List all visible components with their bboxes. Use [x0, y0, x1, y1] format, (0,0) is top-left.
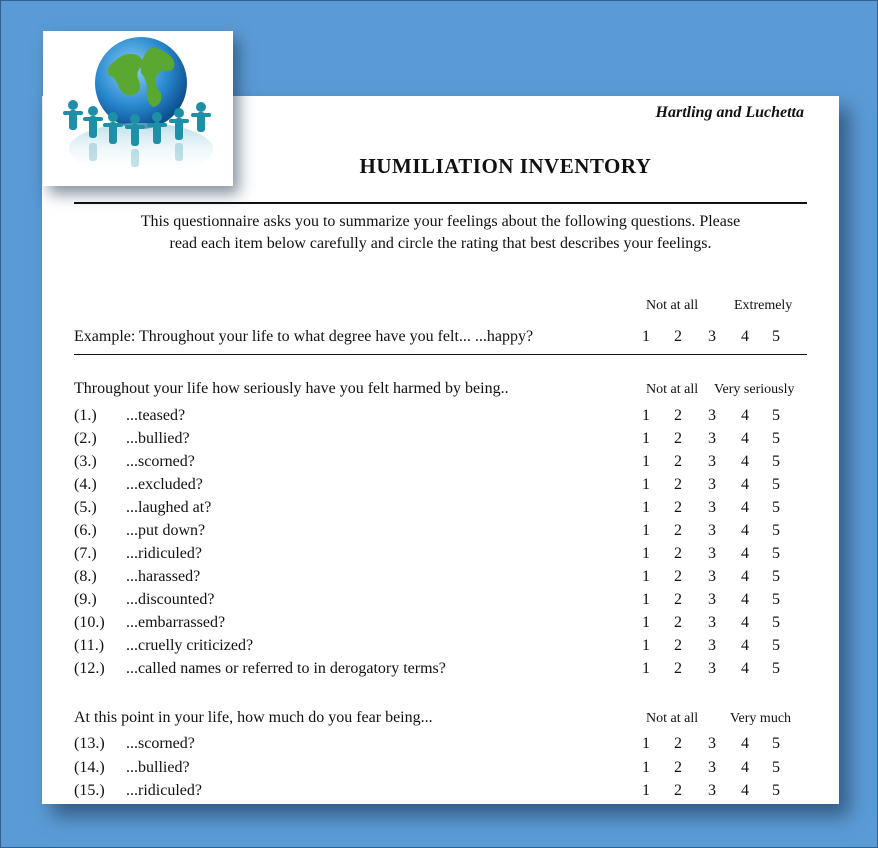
page-title: HUMILIATION INVENTORY	[359, 154, 652, 178]
section2-prompt: At this point in your life, how much do you fear being...	[74, 709, 433, 726]
rating-option-5[interactable]: 5	[772, 407, 780, 424]
item-row	[74, 591, 807, 614]
item-text: ...put down?	[126, 522, 206, 539]
rating-option-4[interactable]: 4	[741, 591, 749, 608]
item-ratings	[637, 637, 807, 660]
item-number: (6.)	[74, 522, 97, 539]
item-number: (12.)	[74, 660, 105, 677]
rating-option-5[interactable]: 5	[772, 758, 780, 776]
item-number: (4.)	[74, 476, 97, 493]
globe-with-people-icon	[43, 31, 233, 186]
rating-option-2[interactable]: 2	[674, 735, 682, 752]
rating-option-3[interactable]: 3	[708, 758, 716, 776]
rating-option-1[interactable]: 1	[642, 758, 650, 776]
rating-option-5[interactable]: 5	[772, 568, 780, 585]
rating-option-4[interactable]: 4	[741, 499, 749, 516]
item-row	[74, 660, 807, 683]
rating-option-3[interactable]: 3	[708, 660, 716, 677]
example-ratings	[637, 328, 807, 351]
example-text: Example: Throughout your life to what degree have you felt... ...happy?	[74, 328, 534, 345]
item-ratings	[637, 522, 807, 545]
item-row	[74, 407, 807, 430]
item-ratings	[637, 430, 807, 453]
item-row	[74, 453, 807, 476]
rating-option-4[interactable]: 4	[741, 758, 749, 776]
questionnaire-page	[42, 96, 839, 804]
item-ratings	[637, 476, 807, 499]
rating-option-5[interactable]: 5	[772, 476, 780, 493]
item-text: ...ridiculed?	[126, 782, 202, 799]
example-scale-high: Extremely	[734, 298, 793, 313]
section1-prompt: Throughout your life how seriously have you felt harmed by being..	[74, 380, 509, 397]
item-text: ...ridiculed?	[126, 545, 202, 562]
item-text: ...cruelly criticized?	[126, 637, 254, 654]
item-number: (9.)	[74, 591, 97, 608]
rating-option-4[interactable]: 4	[741, 453, 749, 470]
section2-scale-low: Not at all	[646, 711, 699, 726]
rating-option-1[interactable]: 1	[642, 499, 650, 516]
rating-option-3[interactable]: 3	[708, 637, 716, 654]
item-ratings	[637, 591, 807, 614]
item-row	[74, 545, 807, 568]
rating-option-4[interactable]: 4	[741, 660, 749, 677]
example-divider	[74, 354, 807, 355]
item-number: (10.)	[74, 614, 105, 631]
example-rating-2[interactable]: 2	[674, 328, 682, 345]
authors: Hartling and Luchetta	[655, 104, 804, 121]
rating-option-2[interactable]: 2	[674, 499, 682, 516]
item-row	[74, 782, 807, 805]
item-ratings	[637, 453, 807, 476]
item-text: ...teased?	[126, 407, 186, 424]
item-row	[74, 637, 807, 660]
rating-option-4[interactable]: 4	[741, 407, 749, 424]
rating-option-2[interactable]: 2	[674, 614, 682, 631]
item-ratings	[637, 759, 807, 782]
item-number: (8.)	[74, 568, 97, 585]
rating-option-1[interactable]: 1	[642, 735, 650, 752]
rating-option-1[interactable]: 1	[642, 782, 650, 799]
intro-line-1: This questionnaire asks you to summarize your feelings about the following questions. Please	[140, 213, 741, 230]
example-rating-1[interactable]: 1	[642, 328, 650, 345]
item-row	[74, 568, 807, 591]
rating-option-5[interactable]: 5	[772, 614, 780, 631]
item-ratings	[637, 782, 807, 805]
item-number: (14.)	[74, 758, 105, 776]
rating-option-2[interactable]: 2	[674, 758, 682, 776]
rating-option-1[interactable]: 1	[642, 637, 650, 654]
rating-option-4[interactable]: 4	[741, 545, 749, 562]
item-ratings	[637, 660, 807, 683]
item-text: ...scorned?	[126, 735, 195, 752]
item-row	[74, 735, 807, 758]
rating-option-5[interactable]: 5	[772, 545, 780, 562]
rating-option-2[interactable]: 2	[674, 407, 682, 424]
rating-option-5[interactable]: 5	[772, 735, 780, 752]
rating-option-4[interactable]: 4	[741, 735, 749, 752]
rating-option-2[interactable]: 2	[674, 522, 682, 539]
item-text: ...embarrassed?	[126, 614, 226, 631]
item-text: ...discounted?	[126, 591, 215, 608]
item-ratings	[637, 614, 807, 637]
rating-option-5[interactable]: 5	[772, 637, 780, 654]
rating-option-2[interactable]: 2	[674, 430, 682, 447]
rating-option-3[interactable]: 3	[708, 545, 716, 562]
rating-option-3[interactable]: 3	[708, 499, 716, 516]
item-ratings	[637, 545, 807, 568]
section1-scale-high: Very seriously	[714, 382, 795, 397]
item-row	[74, 499, 807, 522]
item-row	[74, 430, 807, 453]
rating-option-1[interactable]: 1	[642, 660, 650, 677]
rating-option-2[interactable]: 2	[674, 660, 682, 677]
rating-option-3[interactable]: 3	[708, 453, 716, 470]
rating-option-5[interactable]: 5	[772, 591, 780, 608]
example-row	[74, 328, 807, 351]
rating-option-1[interactable]: 1	[642, 614, 650, 631]
rating-option-1[interactable]: 1	[642, 430, 650, 447]
rating-option-3[interactable]: 3	[708, 782, 716, 799]
rating-option-1[interactable]: 1	[642, 522, 650, 539]
rating-option-2[interactable]: 2	[674, 637, 682, 654]
rating-option-4[interactable]: 4	[741, 614, 749, 631]
item-row	[74, 614, 807, 637]
item-number: (7.)	[74, 545, 97, 562]
rating-option-4[interactable]: 4	[741, 637, 749, 654]
item-number: (2.)	[74, 430, 97, 447]
item-text: ...bullied?	[126, 758, 190, 776]
rating-option-2[interactable]: 2	[674, 476, 682, 493]
item-row	[74, 759, 807, 782]
rating-option-4[interactable]: 4	[741, 522, 749, 539]
rating-option-4[interactable]: 4	[741, 430, 749, 447]
rating-option-5[interactable]: 5	[772, 782, 780, 799]
rating-option-2[interactable]: 2	[674, 545, 682, 562]
rating-option-1[interactable]: 1	[642, 453, 650, 470]
item-ratings	[637, 499, 807, 522]
item-ratings	[637, 568, 807, 591]
rating-option-1[interactable]: 1	[642, 545, 650, 562]
rating-option-1[interactable]: 1	[642, 568, 650, 585]
item-number: (13.)	[74, 735, 105, 752]
item-text: ...harassed?	[126, 568, 201, 585]
rating-option-2[interactable]: 2	[674, 568, 682, 585]
item-text: ...laughed at?	[126, 499, 212, 516]
section2-scale-high: Very much	[730, 711, 792, 726]
rating-option-3[interactable]: 3	[708, 407, 716, 424]
item-text: ...excluded?	[126, 476, 203, 493]
rating-option-5[interactable]: 5	[772, 499, 780, 516]
item-number: (11.)	[74, 637, 105, 654]
item-ratings	[637, 407, 807, 430]
rating-option-3[interactable]: 3	[708, 522, 716, 539]
rating-option-3[interactable]: 3	[708, 430, 716, 447]
item-text: ...bullied?	[126, 430, 190, 447]
rating-option-3[interactable]: 3	[708, 735, 716, 752]
rating-option-3[interactable]: 3	[708, 614, 716, 631]
item-ratings	[637, 735, 807, 758]
rating-option-4[interactable]: 4	[741, 476, 749, 493]
rating-option-5[interactable]: 5	[772, 453, 780, 470]
rating-option-5[interactable]: 5	[772, 660, 780, 677]
item-text: ...called names or referred to in derogatory terms?	[126, 660, 446, 677]
rating-option-4[interactable]: 4	[741, 782, 749, 799]
rating-option-5[interactable]: 5	[772, 430, 780, 447]
item-number: (1.)	[74, 407, 97, 424]
rating-option-1[interactable]: 1	[642, 476, 650, 493]
item-row	[74, 522, 807, 545]
rating-option-2[interactable]: 2	[674, 591, 682, 608]
rating-option-4[interactable]: 4	[741, 568, 749, 585]
rating-option-3[interactable]: 3	[708, 476, 716, 493]
example-rating-3[interactable]: 3	[708, 328, 716, 345]
rating-option-2[interactable]: 2	[674, 782, 682, 799]
section1-scale-low: Not at all	[646, 382, 699, 397]
rating-option-1[interactable]: 1	[642, 591, 650, 608]
intro-text	[82, 211, 799, 255]
item-row	[74, 476, 807, 499]
rating-option-5[interactable]: 5	[772, 522, 780, 539]
item-text: ...scorned?	[126, 453, 195, 470]
example-rating-5[interactable]: 5	[772, 328, 780, 345]
example-rating-4[interactable]: 4	[741, 328, 749, 345]
rating-option-3[interactable]: 3	[708, 591, 716, 608]
rating-option-3[interactable]: 3	[708, 568, 716, 585]
rating-option-2[interactable]: 2	[674, 453, 682, 470]
title-divider	[74, 202, 807, 204]
item-number: (15.)	[74, 782, 105, 799]
item-number: (5.)	[74, 499, 97, 516]
rating-option-1[interactable]: 1	[642, 407, 650, 424]
intro-line-2: read each item below carefully and circle the rating that best describes your feelings.	[169, 235, 712, 252]
example-scale-low: Not at all	[646, 298, 699, 313]
item-number: (3.)	[74, 453, 97, 470]
